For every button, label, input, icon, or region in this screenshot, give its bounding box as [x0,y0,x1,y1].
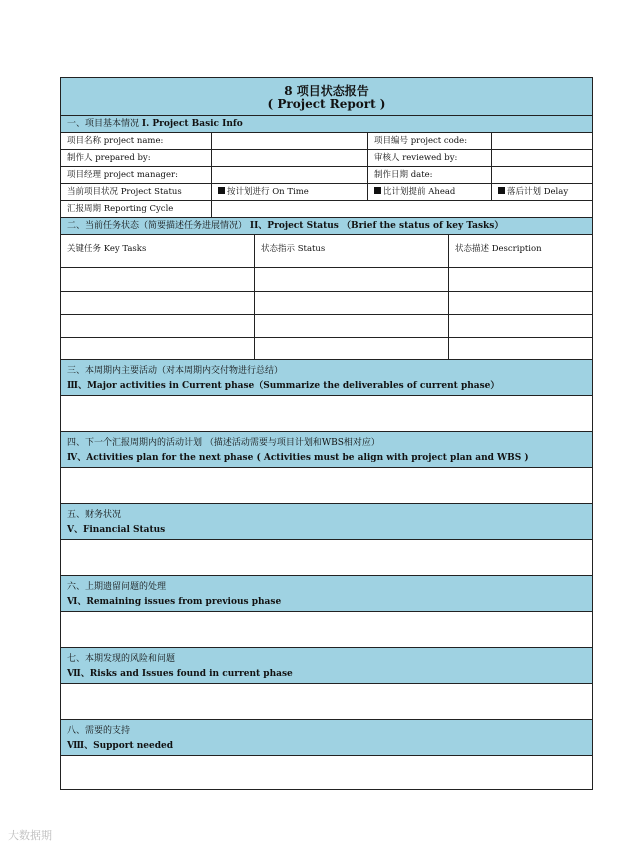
report-title-row [61,78,592,116]
section5-title-en: Ⅴ、Financial Status [67,525,166,535]
checkbox-ahead-icon[interactable] [374,187,381,194]
section6-title-en: Ⅵ、Remaining issues from previous phase [67,597,282,607]
row-project-manager [61,167,592,184]
checkbox-on-time-icon[interactable] [218,187,225,194]
section4-title-en: Ⅳ、Activities plan for the next phase ( Activities must be align with project plan and WBS ) [67,453,529,463]
status-cell[interactable] [255,315,449,337]
status-cell[interactable] [255,338,449,359]
field-project-name[interactable] [212,133,368,149]
section2-heading-cn: 二、当前任务状态（简要描述任务进展情况） [67,221,248,231]
field-reporting-cycle[interactable] [212,201,592,217]
field-reviewed-by[interactable] [492,150,592,166]
col-key-tasks: 关键任务 Key Tasks [61,235,255,267]
field-project-code[interactable] [492,133,592,149]
description-cell[interactable] [449,292,592,314]
section3-heading [61,360,592,396]
row-prepared-by [61,150,592,167]
section3-title-cn: 三、本周期内主要活动（对本周期内交付物进行总结） [67,366,284,376]
on-time-label: 按计划进行 On Time [227,187,309,197]
label-date: 制作日期 date: [368,167,492,183]
report-title-en: ( Project Report ) [267,97,386,111]
table-row [61,315,592,338]
section7-title-cn: 七、本期发现的风险和问题 [67,654,176,664]
task-table-header [61,235,592,268]
label-project-status: 当前项目状况 Project Status [61,184,212,200]
task-cell[interactable] [61,268,255,291]
col-description: 状态描述 Description [455,244,542,254]
project-report-form [60,77,593,790]
task-cell[interactable] [61,338,255,359]
col-status: 状态指示 Status [255,235,449,267]
watermark: 大数据期 [8,829,52,842]
section8-title-cn: 八、需要的支持 [67,726,131,736]
section7-title-en: Ⅶ、Risks and Issues found in current phase [67,669,293,679]
option-delay[interactable] [492,184,592,200]
table-row [61,268,592,292]
label-project-manager: 项目经理 project manager: [61,167,212,183]
section3-title-en: Ⅲ、Major activities in Current phase（Summarize the deliverables of current phase） [67,381,500,391]
section4-title-cn: 四、下一个汇报周期内的活动计划 （描述活动需要与项目计划和WBS相对应） [67,438,380,448]
report-title-cn: 8 项目状态报告 [284,84,369,98]
field-date[interactable] [492,167,592,183]
status-cell[interactable] [255,268,449,291]
section6-title-cn: 六、上期遗留问题的处理 [67,582,167,592]
field-prepared-by[interactable] [212,150,368,166]
table-row [61,338,592,360]
field-project-manager[interactable] [212,167,368,183]
option-on-time[interactable] [212,184,368,200]
row-project-status [61,184,592,201]
section3-content[interactable] [61,396,592,432]
section2-heading-en: II、Project Status （Brief the status of key Tasks） [249,221,504,231]
label-prepared-by: 制作人 prepared by: [61,150,212,166]
section4-heading [61,432,592,468]
description-cell[interactable] [449,338,592,359]
description-cell[interactable] [449,315,592,337]
option-ahead[interactable] [368,184,492,200]
task-cell[interactable] [61,292,255,314]
section2-heading [61,218,592,235]
section8-content[interactable] [61,756,592,789]
checkbox-delay-icon[interactable] [498,187,505,194]
delay-label: 落后计划 Delay [507,187,569,197]
section7-content[interactable] [61,684,592,720]
section1-heading-cn: 一、项目基本情况 [67,119,140,129]
section6-heading [61,576,592,612]
section4-content[interactable] [61,468,592,504]
label-project-code: 项目编号 project code: [368,133,492,149]
section1-heading-en: I. Project Basic Info [141,119,243,129]
label-reporting-cycle: 汇报周期 Reporting Cycle [61,201,212,217]
row-project-name [61,133,592,150]
row-reporting-cycle [61,201,592,218]
section5-heading [61,504,592,540]
label-project-name: 项目名称 project name: [61,133,212,149]
section7-heading [61,648,592,684]
section6-content[interactable] [61,612,592,648]
task-cell[interactable] [61,315,255,337]
status-cell[interactable] [255,292,449,314]
section1-heading [61,116,592,133]
label-reviewed-by: 审核人 reviewed by: [368,150,492,166]
section5-content[interactable] [61,540,592,576]
table-row [61,292,592,315]
ahead-label: 比计划提前 Ahead [383,187,456,197]
section5-title-cn: 五、财务状况 [67,510,122,520]
section8-title-en: Ⅷ、Support needed [67,741,174,751]
description-cell[interactable] [449,268,592,291]
section8-heading [61,720,592,756]
